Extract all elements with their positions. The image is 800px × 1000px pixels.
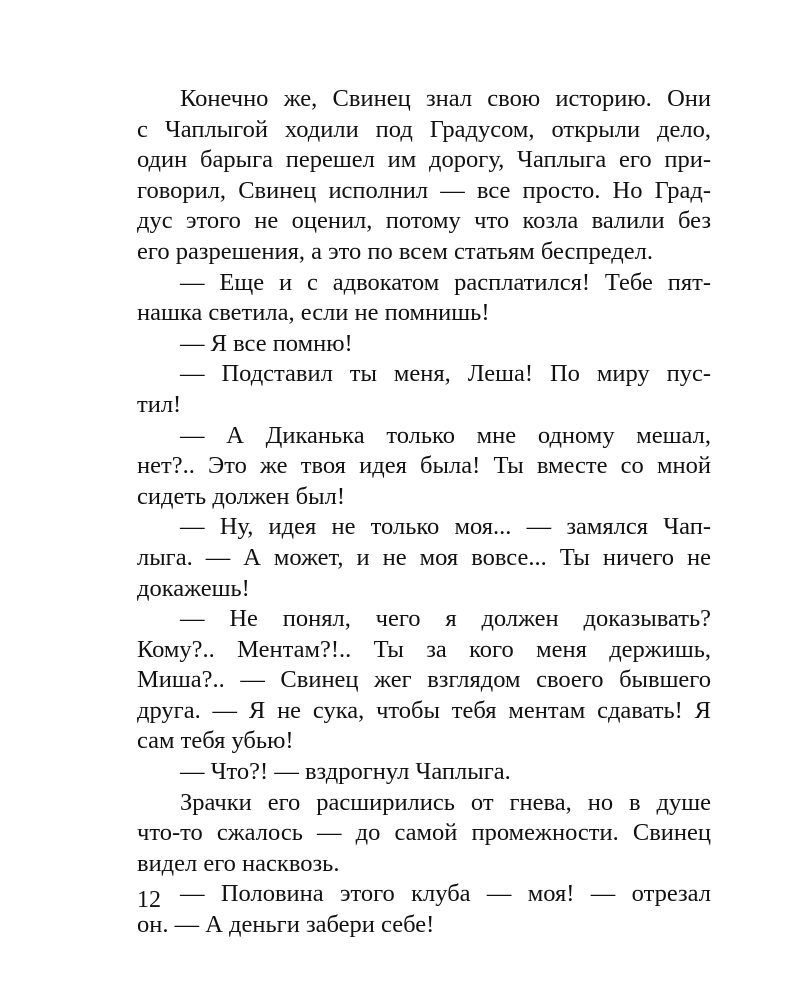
text-line: Кому?.. Ментам?!.. Ты за кого меня держишь, — [137, 635, 711, 663]
text-line: один барыга перешел им дорогу, Чаплыга его при- — [137, 146, 711, 174]
text-line: — Ну, идея не только моя... — замялся Чап- — [180, 513, 711, 541]
text-line: лыга. — А может, и не моя вовсе... Ты ничего не — [137, 543, 711, 571]
text-line: его разрешения, а это по всем статьям беспредел. — [137, 237, 653, 265]
text-line: — Не понял, чего я должен доказывать? — [180, 605, 711, 633]
text-line: — Что?! — вздрогнул Чаплыга. — [180, 758, 511, 786]
text-line: — Подставил ты меня, Леша! По миру пус- — [180, 360, 711, 388]
text-line: Конечно же, Свинец знал свою историю. Они — [180, 85, 711, 112]
text-line: друга. — Я не сука, чтобы тебя ментам сдавать! Я — [137, 696, 711, 724]
text-line: — Я все помню! — [180, 329, 353, 357]
page-number: 12 — [137, 887, 161, 913]
text-line: — А Диканька только мне одному мешал, — [180, 421, 711, 449]
text-line: говорил, Свинец исполнил — все просто. Но Град- — [137, 176, 711, 204]
text-line: сам тебя убью! — [137, 727, 294, 755]
text-line: сидеть должен был! — [137, 482, 345, 510]
text-line: с Чаплыгой ходили под Градусом, открыли дело, — [137, 115, 711, 143]
text-line: он. — А деньги забери себе! — [137, 911, 435, 939]
text-line: дус этого не оценил, потому что козла валили без — [137, 207, 711, 235]
text-line: что-то сжалось — до самой промежности. Свинец — [137, 819, 711, 847]
text-line: тил! — [137, 390, 182, 418]
body-text — [137, 84, 711, 941]
text-line: видел его насквозь. — [137, 849, 340, 877]
text-line: докажешь! — [137, 574, 250, 602]
text-line: нет?.. Это же твоя идея была! Ты вместе со мной — [137, 452, 711, 480]
text-line: — Половина этого клуба — моя! — отрезал — [180, 880, 711, 908]
text-line: нашка светила, если не помнишь! — [137, 299, 490, 327]
text-line: Зрачки его расширились от гнева, но в душе — [180, 788, 711, 816]
text-line: Миша?.. — Свинец жег взглядом своего бывшего — [137, 666, 711, 694]
text-line: — Еще и с адвокатом расплатился! Тебе пят- — [180, 268, 711, 296]
